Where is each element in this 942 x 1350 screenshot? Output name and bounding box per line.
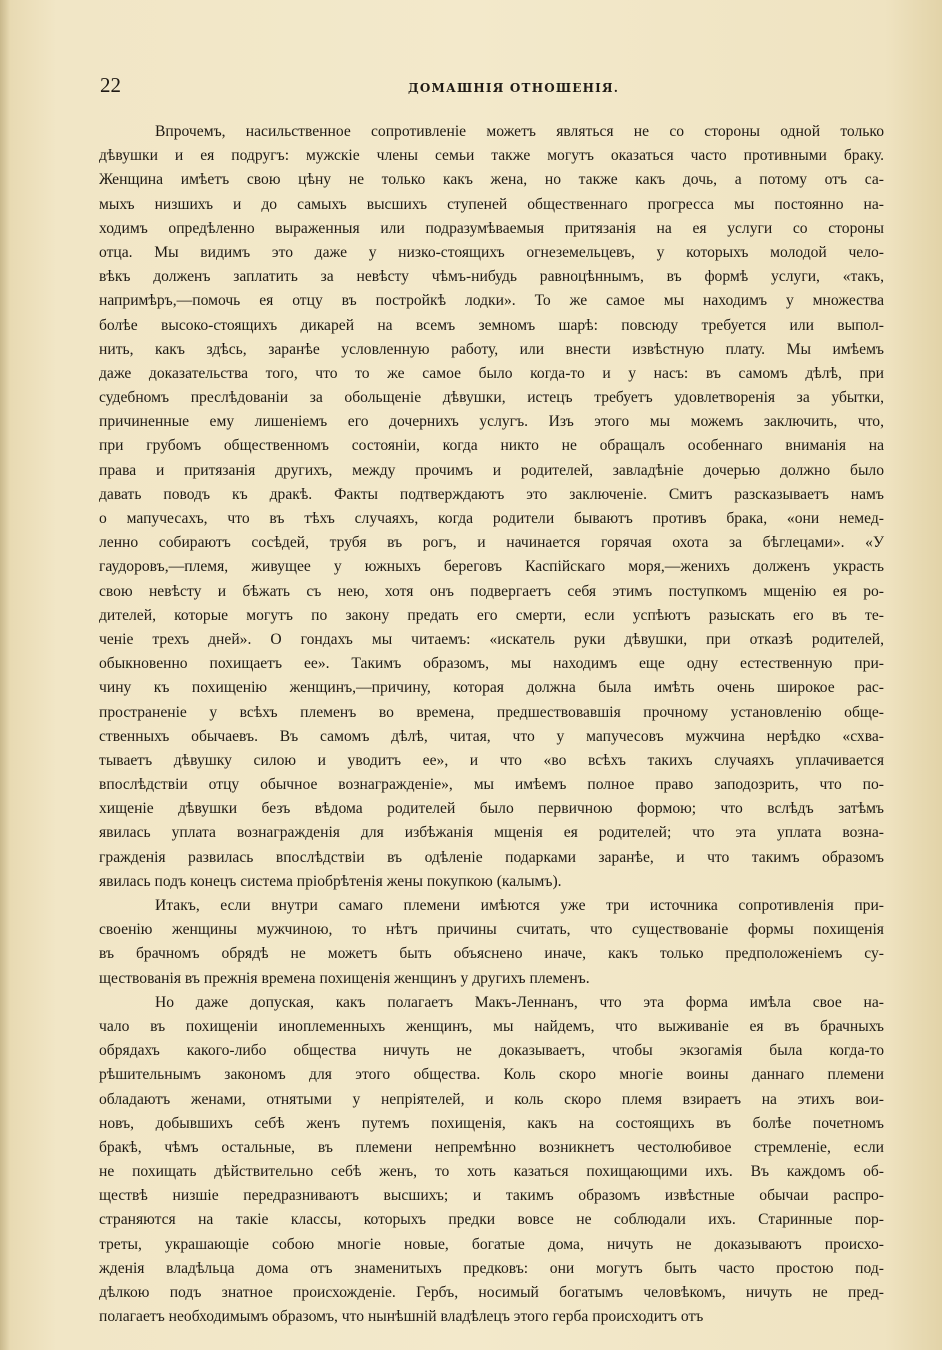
text-line: гражденія развилась впослѣдствіи въ одѣленіе подарками заранѣе, и что такимъ образомъ (99, 848, 884, 866)
text-line: отца. Мы видимъ это даже у низко-стоящихъ огнеземельцевъ, у которыхъ молодой чело- (99, 243, 884, 261)
body-text (99, 120, 884, 1329)
text-line: права и притязанія другихъ, между прочимъ и родителей, завладѣніе дочерью должно было (99, 461, 884, 479)
text-line: Впрочемъ, насильственное сопротивленіе можетъ являться не со стороны одной только (155, 123, 884, 140)
text-line: Итакъ, если внутри самаго племени имѣются уже три источника сопротивленія при- (155, 897, 884, 914)
text-line: обладаютъ женами, отнятыми у непріятелей, и коль скоро племя взираетъ на этихъ вои- (99, 1090, 884, 1108)
text-line: явилась уплата вознагражденія для избѣжанія мщенія ея родителей; что эта уплата возна- (99, 824, 884, 842)
text-line: хищеніе дѣвушки безъ вѣдома родителей было первичною формою; что вслѣдъ затѣмъ (99, 800, 884, 818)
text-line: въ брачномъ обрядѣ не можетъ быть объяснено иначе, какъ только предположеніемъ су- (99, 945, 884, 963)
text-line: при грубомъ общественномъ состояніи, когда никто не обращалъ особеннаго вниманія на (99, 437, 884, 455)
text-line: жденія владѣльца дома отъ знаменитыхъ предковъ: они могутъ быть часто простою под- (99, 1259, 884, 1277)
text-line: страняются на такіе классы, которыхъ предки вовсе не соблюдали ихъ. Старинные пор- (99, 1211, 884, 1229)
text-line: ществѣ низшіе передразниваютъ высшихъ; и такимъ образомъ извѣстные обычаи распро- (99, 1187, 884, 1205)
text-line: напримѣръ,—помочь ея отцу въ постройкѣ лодки». То же самое мы находимъ у множества (99, 292, 884, 310)
text-line: чину къ похищенію женщинъ,—причину, которая должна была имѣть очень широкое рас- (99, 679, 884, 697)
text-line: обрядахъ какого-либо общества ничуть не доказываетъ, чтобы экзогамія была когда-то (99, 1042, 884, 1060)
text-line: бракѣ, чѣмъ остальные, въ племени непремѣнно возникнетъ честолюбивое стремленіе, если (99, 1138, 884, 1156)
text-line: свою невѣсту и бѣжать съ нею, хотя онъ подвергаетъ себя этимъ поступкомъ мщенію ея ро- (99, 582, 884, 600)
text-line: нить, какъ здѣсь, заранѣе условленную работу, или внести извѣстную плату. Мы имѣемъ (99, 340, 884, 358)
text-line: дителей, которые могутъ по закону предать его смерти, если успѣютъ разыскать его въ те- (99, 606, 884, 624)
text-line: впослѣдствіи отцу обычное вознагражденіе», мы имѣемъ полное право заподозрить, что по- (99, 776, 884, 794)
text-line: даже доказательства того, что то же самое было когда-то и у насъ: въ самомъ дѣлѣ, при (99, 364, 884, 382)
text-line: ченіе трехъ дней». О гондахъ мы читаемъ: «искатель руки дѣвушки, при отказѣ родителей, (99, 630, 884, 648)
text-line: рѣшительнымъ закономъ для этого общества. Коль скоро многіе воины даннаго племени (99, 1066, 884, 1084)
text-line: о мапучесахъ, что въ тѣхъ случаяхъ, когда родители бываютъ противъ брака, «они немед- (99, 510, 884, 527)
text-line: новъ, добывшихъ себѣ женъ путемъ похищенія, какъ на состоящихъ въ болѣе почетномъ (99, 1114, 884, 1132)
text-line: полагаетъ необходимымъ образомъ, что нынѣшній владѣлецъ этого герба происходитъ отъ (99, 1308, 704, 1326)
text-line: явилась подъ конецъ система пріобрѣтенія жены покупкою (калымъ). (99, 872, 562, 890)
text-line: Женщина имѣетъ свою цѣну не только какъ жена, но также какъ дочь, а потому отъ са- (99, 171, 884, 189)
text-line: ленно собираютъ сосѣдей, трубя въ рогъ, и начинается горячая охота за бѣглецами». «У (99, 534, 884, 552)
text-line: мыхъ низшихъ и до самыхъ высшихъ ступеней общественнаго прогресса мы постоянно на- (99, 195, 884, 213)
text-line: ходимъ опредѣленно выраженныя или подразумѣваемыя притязанія на ея услуги со стороны (99, 219, 884, 237)
text-line: своенію женщины мужчиною, то нѣтъ причины считать, что существованіе формы похищенія (99, 921, 884, 939)
text-line: гаудоровъ,—племя, живущее у южныхъ береговъ Каспійскаго моря,—женихъ долженъ украсть (99, 558, 884, 576)
text-line: ществованія въ прежнія времена похищенія женщинъ у другихъ племенъ. (99, 969, 590, 987)
text-line: треты, украшающіе собою многіе новые, богатые дома, ничуть не доказываютъ происхо- (99, 1235, 884, 1253)
text-line: дѣвушки и ея подругъ: мужскіе члены семьи также могутъ оказаться часто противными браку. (99, 147, 884, 165)
text-line: болѣе высоко-стоящихъ дикарей на всемъ земномъ шарѣ: повсюду требуется или выпол- (99, 316, 884, 334)
text-line: давать поводъ къ дракѣ. Факты подтверждаютъ это заключеніе. Смитъ разсказываетъ намъ (99, 485, 884, 503)
text-line: тываетъ дѣвушку силою и уводитъ ее», и что «во всѣхъ такихъ случаяхъ уплачивается (99, 751, 884, 769)
page-header (100, 73, 884, 103)
text-line: не похищать дѣйствительно себѣ женъ, то хоть казаться похищающими ихъ. Въ каждомъ об- (99, 1163, 884, 1181)
text-line: дѣлкою подъ знатное происхожденіе. Гербъ, носимый богатымъ человѣкомъ, ничуть не пред- (99, 1284, 884, 1301)
running-head: ДОМАШНІЯ ОТНОШЕНІЯ. (408, 81, 620, 95)
text-line: причиненные ему лишеніемъ его дочернихъ услугъ. Изъ этого мы можемъ заключить, что, (99, 413, 884, 431)
text-line: пространеніе у всѣхъ племенъ во времена, предшествовавшія прочному установленію обще- (99, 703, 884, 721)
text-line: Но даже допуская, какъ полагаетъ Макъ-Леннанъ, что эта форма имѣла свое на- (155, 993, 884, 1011)
text-line: обыкновенно похищаетъ ее». Такимъ образомъ, мы находимъ еще одну естественную при- (99, 655, 884, 673)
text-line: судебномъ преслѣдованіи за обольщеніе дѣвушки, истецъ требуетъ удовлетворенія за убытки, (99, 389, 884, 407)
text-line: вѣкъ долженъ заплатить за невѣсту чѣмъ-нибудь равноцѣннымъ, въ формѣ услуги, «такъ, (99, 268, 884, 286)
text-line: ственныхъ обычаевъ. Въ самомъ дѣлѣ, читая, что у мапучесовъ мужчина нерѣдко «схва- (99, 727, 884, 745)
page-number: 22 (100, 73, 121, 97)
text-line: чало въ похищеніи иноплеменныхъ женщинъ, мы найдемъ, что выживаніе ея въ брачныхъ (99, 1017, 884, 1035)
